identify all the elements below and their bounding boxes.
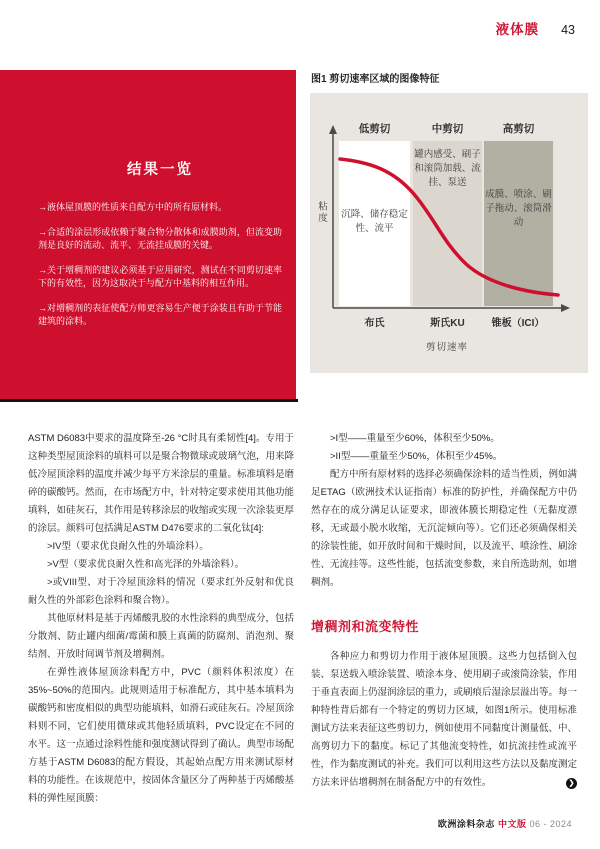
result-item: →合适的涂层形成依赖于聚合物分散体和成膜助剂，但流变助剂是良好的流动、流平、无流挂成膜的关键。 xyxy=(38,226,282,250)
shear-rate-chart xyxy=(310,93,588,373)
region-header-low: 低剪切 xyxy=(358,123,391,135)
divider-rule xyxy=(0,399,298,402)
list-item: >II型——重量至少50%，体积至少45%。 xyxy=(330,451,503,462)
page-header xyxy=(496,18,575,38)
paragraph: ASTM D6083中要求的温度降至-26 °C时具有柔韧性[4]。专用于这种类型屋顶涂料的填料可以是聚合物微球或玻璃气泡，用来降低冷屋顶涂料的温度并减少每平方米涂层的重量。标准填料是磨碎的碳酸钙。然而，在市场配方中，针对特定要求使用其他功能填料，如硅灰石，其作用是转移涂层的收缩或实现一次涂装更厚的涂层。颜料可包括满足ASTM D476要求的二氧化钛[4]: xyxy=(28,433,295,534)
last-paragraph-wrap xyxy=(311,648,577,792)
edition-label: 中文版 xyxy=(497,819,527,829)
region-items-low: 沉降、储存稳定性、流平 xyxy=(341,209,408,234)
paragraph: 其他原材料是基于丙烯酸乳胶的水性涂料的典型成分，包括分散剂、防止罐内细菌/霉菌和膜上真菌的防腐剂、消泡剂、聚结剂、开放时间调节剂及增稠剂。 xyxy=(28,613,295,660)
chart-axes-and-curve xyxy=(310,93,588,373)
magazine-name: 欧洲涂料杂志 xyxy=(437,819,495,829)
results-box xyxy=(0,70,296,399)
article-column-right xyxy=(311,430,577,792)
results-title: 结果一览 xyxy=(127,162,193,178)
y-axis-arrow-icon xyxy=(329,125,337,134)
x-axis-label: 剪切速率 xyxy=(425,342,468,353)
page-number: 43 xyxy=(561,23,575,37)
section-label: 液体膜 xyxy=(495,22,540,37)
paragraph: 在弹性液体屋顶涂料配方中，PVC（颜料体积浓度）在35%~50%的范围内。此规则适用于标准配方，其中基本填料为碳酸钙和密度相似的典型功能填料，如滑石或硅灰石。冷屋顶涂料则不同，它们使用微球或其他轻质填料，PVC设定在不同的水平。这一点通过涂料性能和强度测试得到了确认。典型市场配方基于ASTM D6083的配方假设，其起始点配方用来测试原材料的功能性。在该规范中，按固体含量区分了两种基于丙烯酸基料的弹性屋顶膜： xyxy=(28,667,295,804)
result-item: →液体屋顶膜的性质来自配方中的所有原材料。 xyxy=(38,202,228,212)
viscosity-curve xyxy=(340,159,558,295)
region-items-medium: 罐内感受、刷子和滚筒加载、流挂、泵送 xyxy=(414,149,481,188)
end-of-article-icon: ❯ xyxy=(566,778,577,789)
result-item: →关于增稠剂的建议必须基于应用研究，测试在不同剪切速率下的有效性，因为这取决于与配方中基料的相互作用。 xyxy=(38,264,282,288)
list-item: >I型——重量至少60%，体积至少50%。 xyxy=(330,433,500,444)
figure-caption: 图1 剪切速率区域的图像特征 xyxy=(311,74,440,85)
result-item: →对增稠剂的表征使配方师更容易生产便于涂装且有助于节能建筑的涂料。 xyxy=(38,302,282,326)
issue-number: 06 - 2024 xyxy=(529,819,572,829)
x-tick-cone-plate-ici: 锥板（ICI） xyxy=(491,318,545,329)
x-tick-brookfield: 布氏 xyxy=(364,318,385,329)
region-header-high: 高剪切 xyxy=(502,123,535,135)
region-items-high: 成膜、喷涂、刷子拖动、滚筒滑动 xyxy=(485,189,552,228)
y-axis-label: 粘度 xyxy=(316,201,327,224)
x-tick-stormer-ku: 斯氏KU xyxy=(430,318,465,329)
paragraph: 各种应力和剪切力作用于液体屋顶膜。这些力包括倒入包装、泵送载入喷涂装置、喷涂本身、使用刷子或滚筒涂装，作用于垂直表面上仍湿润涂层的重力，或刷痕后湿涂层溢出等。每一种特性背后都有一个特定的剪切力区域，如图1所示。使用标准测试方法来表征这些剪切力，例如使用不同黏度计测量低、中、高剪切力下的黏度。标记了其他流变特性，如抗流挂性或流平性，作为黏度测试的补充。我们可以利用这些方法以及黏度测定方法来评估增稠剂在制备配方中的有效性。 xyxy=(311,651,578,788)
region-header-medium: 中剪切 xyxy=(431,123,464,135)
x-axis-arrow-icon xyxy=(561,304,570,312)
paragraph: 配方中所有原材料的选择必须确保涂料的适当性质，例如满足ETAG（欧洲技术认证指南）标准的防护性，并确保配方中仍然存在的成分满足认证要求，即液体膜长期稳定性（无黏度漂移，无或最小脱水收缩，无沉淀倾向等）。它们还必须确保相关的涂装性能，如开放时间和干燥时间，以及流平、喷涂性、刷涂性、无流挂等。这些性能，包括流变参数，来自所选助剂，如增稠剂。 xyxy=(311,469,578,588)
list-item: >V型（要求优良耐久性和高光泽的外墙涂料）。 xyxy=(47,559,245,570)
list-item: >或VIII型、对于冷屋顶涂料的情况（要求红外反射和优良耐久性的外部彩色涂料和聚合物）。 xyxy=(28,577,294,606)
section-heading: 增稠剂和流变特性 xyxy=(311,619,420,634)
list-item: >IV型（要求优良耐久性的外墙涂料）。 xyxy=(47,541,209,552)
page-footer xyxy=(438,817,572,830)
article-column-left xyxy=(28,430,294,808)
